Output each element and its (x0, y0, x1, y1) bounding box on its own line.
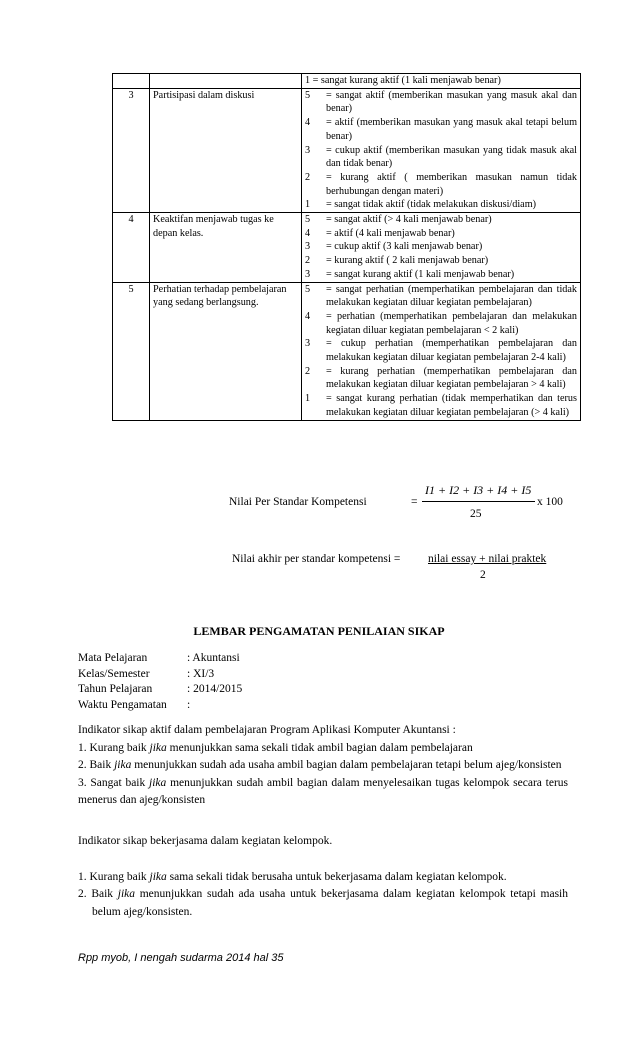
indicator-item: 2. Baik jika menunjukkan sudah ada usaha ambil bagian dalam pembelajaran tetapi belum ajeg/konsisten (78, 759, 562, 771)
table-row (113, 88, 581, 212)
formula-numerator: nilai essay + nilai praktek (428, 553, 547, 565)
info-row: Mata Pelajaran : Akuntansi (78, 652, 240, 664)
aspect-cell: Partisipasi dalam diskusi (150, 88, 302, 212)
criteria-cell (302, 282, 581, 420)
row-number: 4 (113, 213, 150, 283)
formula-final-score (0, 550, 638, 590)
criterion: 4 = aktif (4 kali menjawab benar) (305, 227, 455, 239)
indicator-item: 2. Baik jika menunjukkan sudah ada usaha untuk bekerjasama dalam kegiatan kelompok tetapi masih belum ajeg/konsisten. (78, 888, 568, 918)
aspect-cell: Keaktifan menjawab tugas ke depan kelas. (150, 213, 302, 283)
info-row: Kelas/Semester : XI/3 (78, 667, 215, 680)
page-footer: Rpp myob, I nengah sudarma 2014 hal 35 (78, 952, 284, 964)
criterion: 5 = sangat perhatian (memperhatikan pembelajaran dan tidak melakukan kegiatan diluar kegiatan pembelajaran) (305, 283, 577, 309)
indicator-heading: Indikator sikap bekerjasama dalam kegiatan kelompok. (78, 835, 333, 847)
formula-denominator: 25 (470, 508, 482, 520)
aspect-cell: Perhatian terhadap pembelajaran yang sedang berlangsung. (150, 282, 302, 420)
indicator-cooperation-section (78, 833, 568, 921)
criteria-cell (302, 213, 581, 283)
table-row (113, 213, 581, 283)
table-row (113, 282, 581, 420)
formula-denominator: 2 (480, 569, 486, 581)
formula-numerator: I1 + I2 + I3 + I4 + I5 (425, 483, 532, 497)
info-row: Tahun Pelajaran : 2014/2015 (78, 683, 243, 695)
criterion: 3 = sangat kurang aktif (1 kali menjawab benar) (305, 268, 515, 280)
indicator-item: 1. Kurang baik jika menunjukkan sama sekali tidak ambil bagian dalam pembelajaran (78, 741, 473, 754)
criterion: 1 = sangat kurang perhatian (tidak memperhatikan dan terus melakukan kegiatan diluar kegiatan pembelajaran (> 4 kali) (305, 393, 577, 418)
formula-label: Nilai Per Standar Kompetensi (229, 496, 367, 508)
section-title: LEMBAR PENGAMATAN PENILAIAN SIKAP (193, 624, 445, 638)
info-block (78, 651, 378, 713)
criterion: 1 = sangat kurang aktif (1 kali menjawab benar) (305, 75, 501, 86)
criterion: 1 = sangat tidak aktif (tidak melakukan diskusi/diam) (305, 199, 537, 211)
criterion: 4 = perhatian (memperhatikan pembelajaran dan melakukan kegiatan diluar kegiatan pembelajaran < 2 kali) (305, 310, 577, 336)
indicator-item: 3. Sangat baik jika menunjukkan sudah ambil bagian dalam menyelesaikan tugas kelompok secara terus menerus dan ajeg/konsisten (78, 776, 569, 806)
formula-label: Nilai akhir per standar kompetensi = (232, 553, 401, 565)
criterion: 3 = cukup aktif (3 kali menjawab benar) (305, 241, 483, 253)
criterion: 3 = cukup perhatian (memperhatikan pembelajaran dan melakukan kegiatan diluar kegiatan pembelajaran 2-4 kali) (305, 338, 577, 364)
row-number: 5 (113, 282, 150, 420)
criterion: 4 = aktif (memberikan masukan yang masuk akal tetapi belum benar) (305, 117, 577, 142)
criteria-cell (302, 88, 581, 212)
indicator-item: 1. Kurang baik jika sama sekali tidak berusaha untuk bekerjasama dalam kegiatan kelompok. (78, 870, 507, 883)
criteria-cell (302, 74, 581, 89)
formula-multiplier: x 100 (537, 496, 563, 508)
criterion: 5 = sangat aktif (> 4 kali menjawab benar) (305, 214, 492, 226)
criterion: 5 = sangat aktif (memberikan masukan yang masuk akal dan benar) (305, 89, 577, 115)
indicator-active-section (78, 722, 568, 810)
rubric-table (112, 73, 581, 421)
criterion: 3 = cukup aktif (memberikan masukan yang tidak masuk akal dan tidak benar) (305, 144, 577, 170)
fraction-bar (422, 501, 535, 502)
info-row: Waktu Pengamatan : (78, 698, 191, 711)
formula-score-per-competency (0, 480, 638, 530)
criterion: 2 = kurang aktif ( memberikan masukan namun tidak berhubungan dengan materi) (305, 171, 577, 197)
criterion: 2 = kurang perhatian (memperhatikan pembelajaran dan melakukan kegiatan diluar kegiatan pembelajaran > 4 kali) (305, 365, 577, 391)
table-row (113, 74, 581, 89)
row-number: 3 (113, 88, 150, 212)
criterion: 2 = kurang aktif ( 2 kali menjawab benar) (305, 255, 489, 267)
formula-equals: = (411, 496, 418, 508)
indicator-heading: Indikator sikap aktif dalam pembelajaran Program Aplikasi Komputer Akuntansi : (78, 724, 456, 736)
